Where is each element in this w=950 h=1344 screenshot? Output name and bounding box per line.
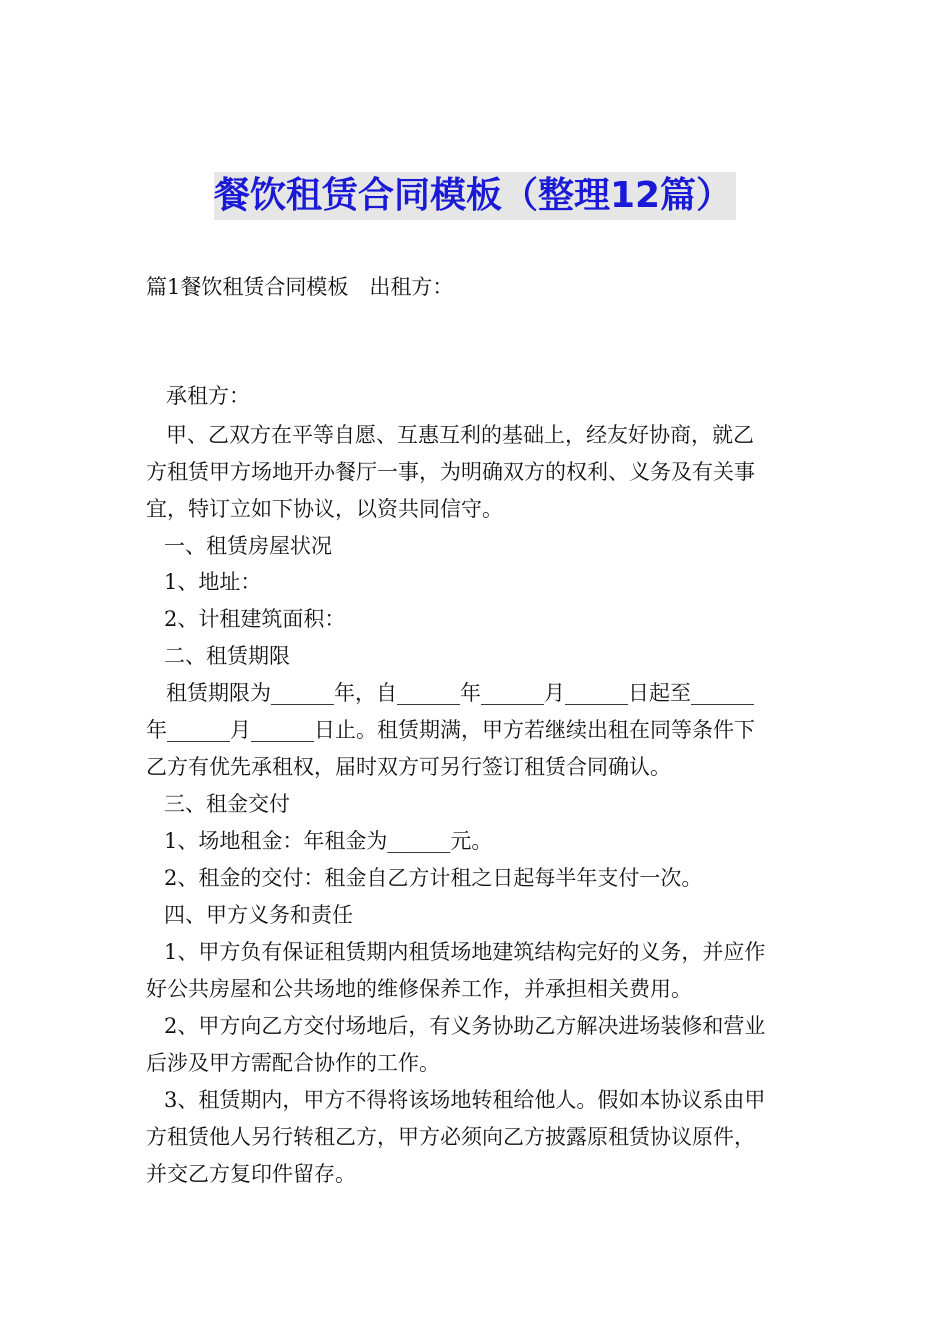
paragraph-line: 后涉及甲方需配合协作的工作。 [146,1051,440,1075]
section-heading: 一、租赁房屋状况 [164,534,332,558]
paragraph-line: 宜，特订立如下协议，以资共同信守。 [146,497,503,521]
paragraph-line: 好公共房屋和公共场地的维修保养工作，并承担相关费用。 [146,977,692,1001]
paragraph-line: 2、甲方向乙方交付场地后，有义务协助乙方解决进场装修和营业 [164,1014,766,1038]
paragraph-line: 1、甲方负有保证租赁期内租赁场地建筑结构完好的义务，并应作 [164,940,766,964]
section-heading: 二、租赁期限 [164,644,290,668]
document-title: 餐饮租赁合同模板（整理12篇） [214,172,736,220]
section-heading: 四、甲方义务和责任 [164,903,353,927]
section-heading: 三、租金交付 [164,792,290,816]
paragraph-line: 承租方： [166,384,250,408]
paragraph-line: 篇1餐饮租赁合同模板 出租方： [146,275,454,299]
paragraph-line: 3、租赁期内，甲方不得将该场地转租给他人。假如本协议系由甲 [164,1088,766,1112]
paragraph-line: 2、计租建筑面积： [164,607,346,631]
paragraph-line: 1、场地租金：年租金为______元。 [164,829,493,853]
paragraph-line: 年______月______日止。租赁期满，甲方若继续出租在同等条件下 [146,718,755,742]
paragraph-line: 方租赁甲方场地开办餐厅一事，为明确双方的权利、义务及有关事 [146,460,755,484]
paragraph-line: 1、地址： [164,570,262,594]
paragraph-line: 乙方有优先承租权，届时双方可另行签订租赁合同确认。 [146,755,671,779]
paragraph-line: 甲、乙双方在平等自愿、互惠互利的基础上，经友好协商，就乙 [166,423,754,447]
paragraph-line: 2、租金的交付：租金自乙方计租之日起每半年支付一次。 [164,866,703,890]
title-wrap [0,172,950,220]
paragraph-line: 并交乙方复印件留存。 [146,1162,356,1186]
paragraph-line: 租赁期限为______年，自______年______月______日起至______ [166,681,754,705]
paragraph-line: 方租赁他人另行转租乙方，甲方必须向乙方披露原租赁协议原件， [146,1125,755,1149]
